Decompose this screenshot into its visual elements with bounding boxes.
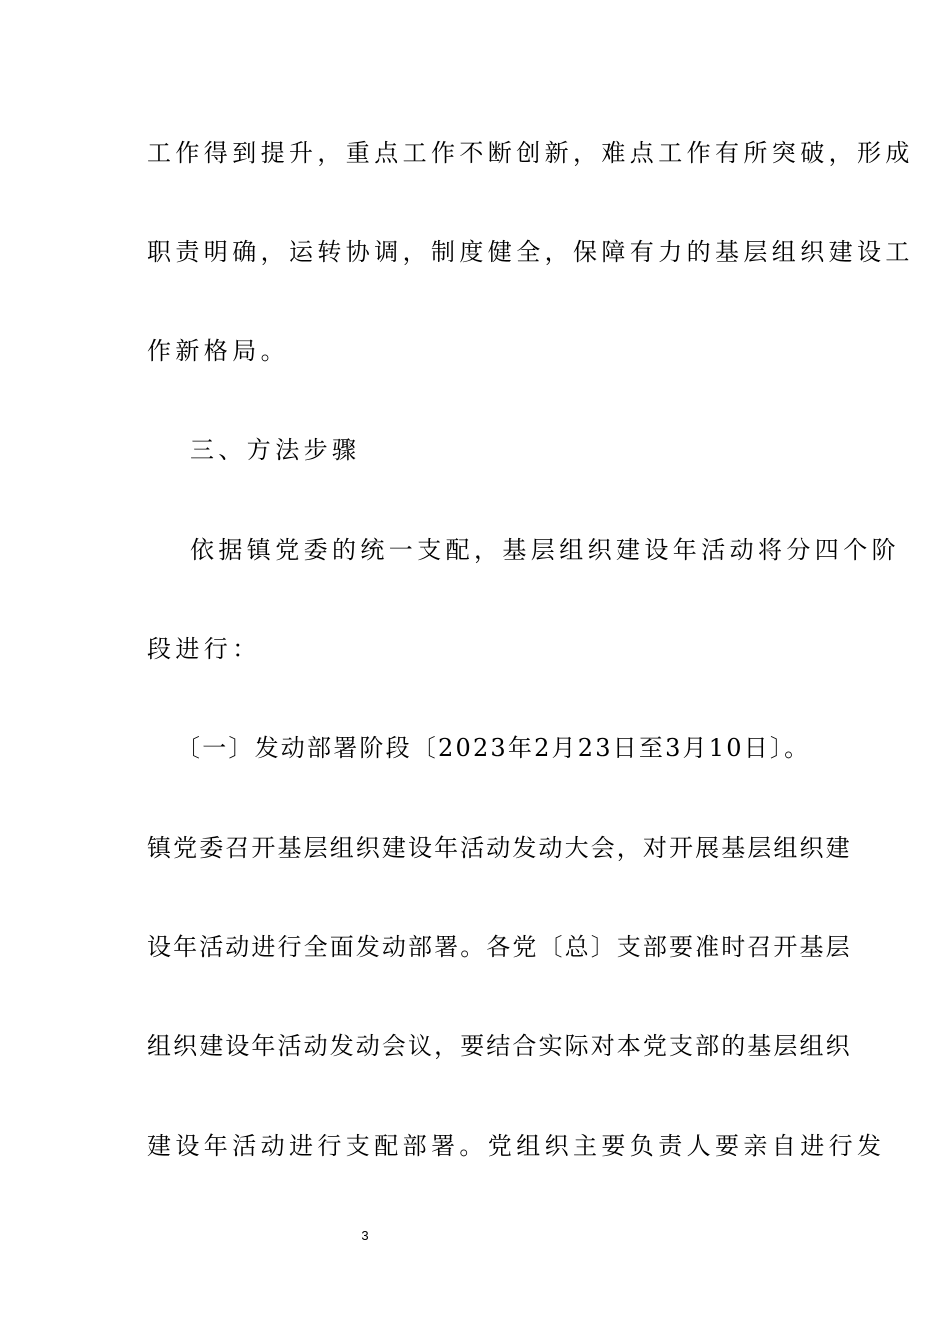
paragraph-line: 段进行： — [147, 635, 261, 663]
section-heading: 三、方法步骤 — [190, 436, 361, 464]
paragraph-line: 组织建设年活动发动会议，要结合实际对本党支部的基层组织 — [147, 1032, 852, 1060]
page-number: 3 — [361, 1228, 369, 1243]
paragraph-line: 建设年活动进行支配部署。党组织主要负责人要亲自进行发 — [147, 1132, 886, 1160]
paragraph-line: 作新格局。 — [147, 337, 289, 365]
paragraph-line: 职责明确，运转协调，制度健全，保障有力的基层组织建设工 — [147, 238, 914, 266]
subsection-heading: 〔一〕发动部署阶段〔2023年2月23日至3月10日〕。 — [176, 734, 811, 762]
paragraph-line: 设年活动进行全面发动部署。各党〔总〕支部要准时召开基层 — [147, 933, 852, 961]
paragraph-line: 工作得到提升，重点工作不断创新，难点工作有所突破，形成 — [147, 139, 914, 167]
paragraph-line: 依据镇党委的统一支配，基层组织建设年活动将分四个阶 — [190, 536, 900, 564]
paragraph-line: 镇党委召开基层组织建设年活动发动大会，对开展基层组织建 — [147, 834, 852, 862]
